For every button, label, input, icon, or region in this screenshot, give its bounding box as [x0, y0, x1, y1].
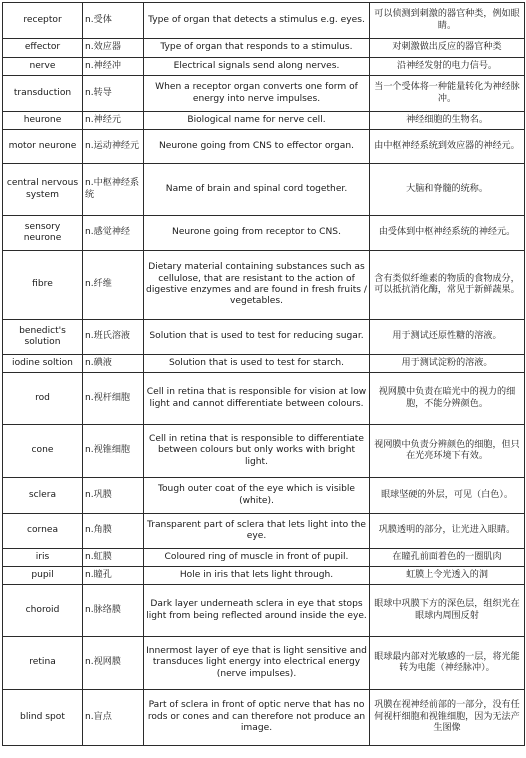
chinese-definition-cell: 眼球坚硬的外层，可见（白色）。 — [370, 478, 525, 514]
term-cell: heurone — [3, 112, 83, 130]
chinese-term-cell: n.盲点 — [83, 690, 144, 746]
english-definition-cell: Biological name for nerve cell. — [144, 112, 370, 130]
chinese-term-cell: n.角膜 — [83, 514, 144, 549]
term-cell: retina — [3, 637, 83, 690]
table-row — [3, 478, 525, 514]
english-definition-cell: Solution that is used to test for starch. — [144, 355, 370, 373]
chinese-term-cell: n.碘液 — [83, 355, 144, 373]
chinese-term-cell: n.瞳孔 — [83, 567, 144, 585]
chinese-definition-cell: 巩膜在视神经前部的一部分，没有任何视杆细胞和视锥细胞，因为无法产生图像 — [370, 690, 525, 746]
chinese-definition-cell: 眼球中巩膜下方的深色层，组织光在眼球内周围反射 — [370, 585, 525, 637]
table-row — [3, 355, 525, 373]
term-cell: nerve — [3, 58, 83, 76]
chinese-definition-cell: 由受体到中枢神经系统的神经元。 — [370, 216, 525, 251]
english-definition-cell: Type of organ that detects a stimulus e.g. eyes. — [144, 3, 370, 39]
table-row — [3, 3, 525, 39]
term-cell: cornea — [3, 514, 83, 549]
term-cell: pupil — [3, 567, 83, 585]
english-definition-cell: Electrical signals send along nerves. — [144, 58, 370, 76]
term-cell: sensory neurone — [3, 216, 83, 251]
chinese-term-cell: n.运动神经元 — [83, 130, 144, 164]
chinese-definition-cell: 视网膜中负责分辨颜色的细胞，但只在光亮环境下有效。 — [370, 425, 525, 478]
english-definition-cell: Part of sclera in front of optic nerve that has no rods or cones and can therefore not produce an image. — [144, 690, 370, 746]
chinese-definition-cell: 神经细胞的生物名。 — [370, 112, 525, 130]
chinese-definition-cell: 用于测试淀粉的溶液。 — [370, 355, 525, 373]
table-row — [3, 690, 525, 746]
table-row — [3, 130, 525, 164]
table-row — [3, 549, 525, 567]
term-cell: motor neurone — [3, 130, 83, 164]
chinese-definition-cell: 巩膜透明的部分，让光进入眼睛。 — [370, 514, 525, 549]
english-definition-cell: Coloured ring of muscle in front of pupil. — [144, 549, 370, 567]
table-row — [3, 425, 525, 478]
term-cell: fibre — [3, 251, 83, 320]
english-definition-cell: Innermost layer of eye that is light sensitive and transduces light energy into electrical energy (nerve impulses). — [144, 637, 370, 690]
table-row — [3, 567, 525, 585]
chinese-term-cell: n.效应器 — [83, 39, 144, 58]
term-cell: choroid — [3, 585, 83, 637]
chinese-term-cell: n.转导 — [83, 76, 144, 112]
chinese-term-cell: n.虹膜 — [83, 549, 144, 567]
table-row — [3, 251, 525, 320]
chinese-definition-cell: 虹膜上令光透入的洞 — [370, 567, 525, 585]
chinese-term-cell: n.视杆细胞 — [83, 373, 144, 425]
chinese-term-cell: n.受体 — [83, 3, 144, 39]
term-cell: sclera — [3, 478, 83, 514]
chinese-definition-cell: 在瞳孔前面着色的一圈肌肉 — [370, 549, 525, 567]
english-definition-cell: Dietary material containing substances such as cellulose, that are resistant to the action of digestive enzymes and are found in fresh fruits / vegetables. — [144, 251, 370, 320]
english-definition-cell: Hole in iris that lets light through. — [144, 567, 370, 585]
term-cell: transduction — [3, 76, 83, 112]
term-cell: blind spot — [3, 690, 83, 746]
chinese-definition-cell: 由中枢神经系统到效应器的神经元。 — [370, 130, 525, 164]
chinese-term-cell: n.视锥细胞 — [83, 425, 144, 478]
english-definition-cell: Dark layer underneath sclera in eye that stops light from being reflected around inside the eye. — [144, 585, 370, 637]
english-definition-cell: Cell in retina that is responsible to differentiate between colours but only works with bright light. — [144, 425, 370, 478]
english-definition-cell: When a receptor organ converts one form of energy into nerve impulses. — [144, 76, 370, 112]
english-definition-cell: Solution that is used to test for reducing sugar. — [144, 320, 370, 355]
english-definition-cell: Type of organ that responds to a stimulus. — [144, 39, 370, 58]
chinese-term-cell: n.中枢神经系统 — [83, 164, 144, 216]
chinese-definition-cell: 眼球最内部对光敏感的一层，将光能转为电能（神经脉冲）。 — [370, 637, 525, 690]
term-cell: rod — [3, 373, 83, 425]
table-row — [3, 320, 525, 355]
english-definition-cell: Tough outer coat of the eye which is visible (white). — [144, 478, 370, 514]
vocabulary-table — [2, 2, 525, 746]
chinese-definition-cell: 用于测试还原性糖的溶液。 — [370, 320, 525, 355]
table-row — [3, 585, 525, 637]
chinese-term-cell: n.纤维 — [83, 251, 144, 320]
chinese-term-cell: n.神经元 — [83, 112, 144, 130]
chinese-definition-cell: 当一个受体将一种能量转化为神经脉冲。 — [370, 76, 525, 112]
chinese-term-cell: n.班氏溶液 — [83, 320, 144, 355]
chinese-term-cell: n.视网膜 — [83, 637, 144, 690]
chinese-definition-cell: 大脑和脊髓的统称。 — [370, 164, 525, 216]
table-row — [3, 76, 525, 112]
chinese-term-cell: n.感觉神经 — [83, 216, 144, 251]
term-cell: receptor — [3, 3, 83, 39]
chinese-definition-cell: 对刺激做出反应的器官种类 — [370, 39, 525, 58]
chinese-definition-cell: 含有类似纤维素的物质的食物成分，可以抵抗消化酶，常见于新鲜蔬果。 — [370, 251, 525, 320]
chinese-term-cell: n.神经冲 — [83, 58, 144, 76]
term-cell: central nervous system — [3, 164, 83, 216]
table-row — [3, 39, 525, 58]
term-cell: iodine soltion — [3, 355, 83, 373]
table-row — [3, 216, 525, 251]
table-row — [3, 112, 525, 130]
english-definition-cell: Neurone going from CNS to effector organ. — [144, 130, 370, 164]
chinese-definition-cell: 视网膜中负责在暗光中的视力的细胞，不能分辨颜色。 — [370, 373, 525, 425]
table-row — [3, 58, 525, 76]
english-definition-cell: Neurone going from receptor to CNS. — [144, 216, 370, 251]
term-cell: effector — [3, 39, 83, 58]
table-row — [3, 514, 525, 549]
table-row — [3, 373, 525, 425]
table-row — [3, 164, 525, 216]
english-definition-cell: Name of brain and spinal cord together. — [144, 164, 370, 216]
chinese-definition-cell: 可以侦测到刺激的器官种类，例如眼睛。 — [370, 3, 525, 39]
table-row — [3, 637, 525, 690]
term-cell: benedict's solution — [3, 320, 83, 355]
english-definition-cell: Transparent part of sclera that lets light into the eye. — [144, 514, 370, 549]
chinese-term-cell: n.脉络膜 — [83, 585, 144, 637]
chinese-definition-cell: 沿神经发射的电力信号。 — [370, 58, 525, 76]
term-cell: iris — [3, 549, 83, 567]
term-cell: cone — [3, 425, 83, 478]
english-definition-cell: Cell in retina that is responsible for vision at low light and cannot differentiate between colours. — [144, 373, 370, 425]
chinese-term-cell: n.巩膜 — [83, 478, 144, 514]
